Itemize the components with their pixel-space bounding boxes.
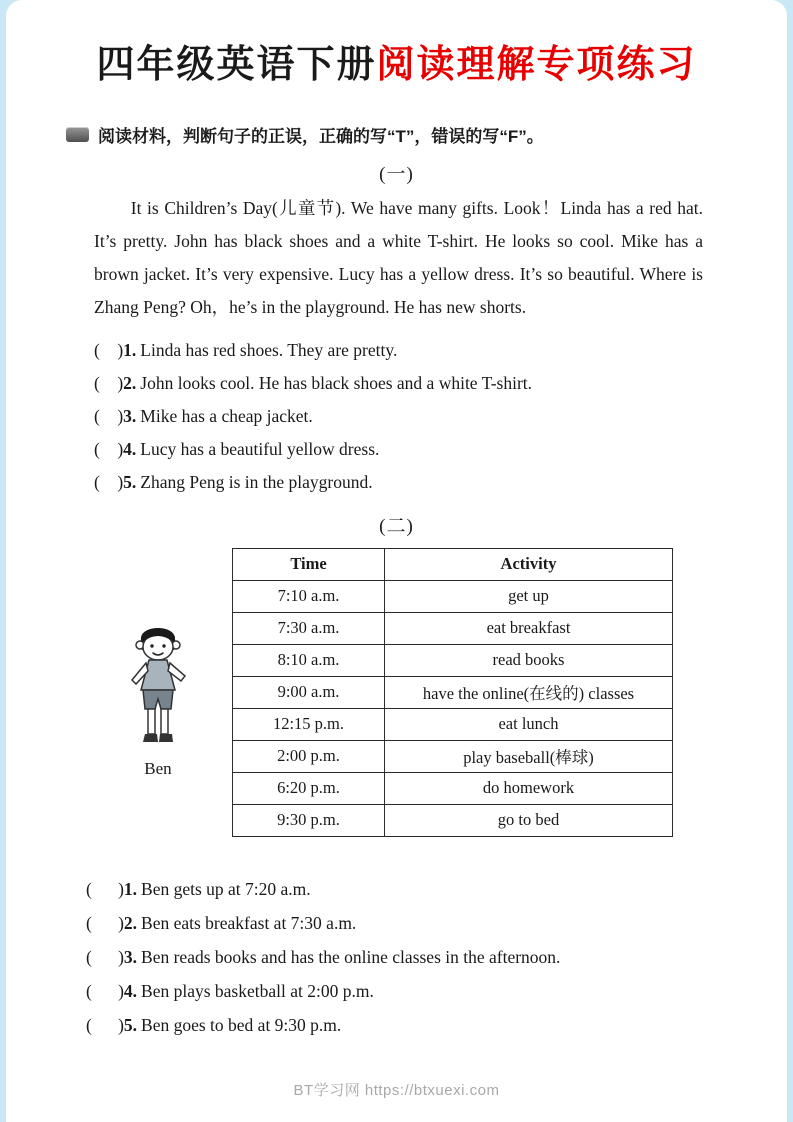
table-row <box>233 708 673 740</box>
part2-questions <box>86 872 787 1042</box>
activity-cell: play baseball(棒球) <box>385 740 673 772</box>
table-row <box>233 804 673 836</box>
schedule-section <box>6 548 787 856</box>
question-number: 4. <box>123 438 137 459</box>
table-row <box>233 772 673 804</box>
table-row <box>233 580 673 612</box>
part1-label: (一) <box>379 163 414 185</box>
table-row <box>233 740 673 772</box>
question-text: Mike has a cheap jacket. <box>140 405 313 426</box>
title-red-part: 阅读理解专项练习 <box>376 44 697 86</box>
question-row <box>86 872 787 906</box>
activity-cell: do homework <box>385 772 673 804</box>
question-row <box>94 466 787 499</box>
section-instruction <box>66 122 787 147</box>
time-cell: 8:10 a.m. <box>233 644 385 676</box>
time-cell: 6:20 p.m. <box>233 772 385 804</box>
column-header-activity: Activity <box>385 548 673 580</box>
answer-blank: ( ) <box>94 339 124 360</box>
question-number: 2. <box>123 912 138 933</box>
footer-text: BT学习网 https://btxuexi.com <box>293 1082 500 1099</box>
activity-cell: get up <box>385 580 673 612</box>
question-text: Zhang Peng is in the playground. <box>140 471 373 492</box>
question-number: 2. <box>123 372 137 393</box>
time-cell: 7:30 a.m. <box>233 612 385 644</box>
activity-cell: eat lunch <box>385 708 673 740</box>
answer-blank: ( ) <box>86 912 124 933</box>
answer-blank: ( ) <box>94 372 124 393</box>
answer-blank: ( ) <box>86 980 124 1001</box>
column-header-time: Time <box>233 548 385 580</box>
question-number: 1. <box>123 339 137 360</box>
activity-cell: eat breakfast <box>385 612 673 644</box>
activity-cell: have the online(在线的) classes <box>385 676 673 708</box>
activity-cell: go to bed <box>385 804 673 836</box>
question-row <box>94 334 787 367</box>
question-text: Ben plays basketball at 2:00 p.m. <box>141 980 374 1001</box>
answer-blank: ( ) <box>94 405 124 426</box>
question-number: 5. <box>123 1014 138 1035</box>
question-number: 4. <box>123 980 138 1001</box>
answer-blank: ( ) <box>94 471 124 492</box>
table-header-row <box>233 548 673 580</box>
time-cell: 12:15 p.m. <box>233 708 385 740</box>
question-text: Lucy has a beautiful yellow dress. <box>140 438 380 459</box>
question-row <box>86 1008 787 1042</box>
answer-blank: ( ) <box>86 878 124 899</box>
question-row <box>94 367 787 400</box>
table-row <box>233 676 673 708</box>
question-row <box>86 906 787 940</box>
question-row <box>94 433 787 466</box>
title-black-part: 四年级英语下册 <box>96 44 377 86</box>
worksheet-page <box>6 0 787 1122</box>
time-cell: 2:00 p.m. <box>233 740 385 772</box>
table-row <box>233 644 673 676</box>
question-text: Ben gets up at 7:20 a.m. <box>141 878 311 899</box>
footer-watermark <box>6 1079 787 1100</box>
part1-questions <box>94 334 787 499</box>
question-number: 1. <box>123 878 138 899</box>
question-row <box>86 974 787 1008</box>
ben-illustration <box>110 620 206 779</box>
answer-blank: ( ) <box>86 1014 124 1035</box>
section-bullet-icon <box>66 127 89 142</box>
time-cell: 9:00 a.m. <box>233 676 385 708</box>
question-text: John looks cool. He has black shoes and a white T-shirt. <box>140 372 533 393</box>
time-cell: 9:30 p.m. <box>233 804 385 836</box>
question-number: 3. <box>123 946 138 967</box>
schedule-table <box>232 548 673 837</box>
part2-label: (二) <box>379 515 414 537</box>
question-text: Ben reads books and has the online classes in the afternoon. <box>141 946 561 967</box>
character-name: Ben <box>144 758 172 778</box>
question-text: Linda has red shoes. They are pretty. <box>140 339 398 360</box>
question-text: Ben goes to bed at 9:30 p.m. <box>141 1014 342 1035</box>
question-row <box>86 940 787 974</box>
question-row <box>94 400 787 433</box>
answer-blank: ( ) <box>94 438 124 459</box>
activity-cell: read books <box>385 644 673 676</box>
question-number: 5. <box>123 471 137 492</box>
table-row <box>233 612 673 644</box>
time-cell: 7:10 a.m. <box>233 580 385 612</box>
reading-passage-1: It is Children’s Day(儿童节). We have many gifts. Look！Linda has a red hat. It’s pretty. John has black shoes and a white T-shirt. He looks so cool. Mike has a brown jacket. It’s very expensive. Lucy has a yellow dress. It’s so beautiful. Where is Zhang Peng? Oh，he’s in the playground. He has new shorts. <box>94 197 703 317</box>
answer-blank: ( ) <box>86 946 124 967</box>
question-number: 3. <box>123 405 137 426</box>
instruction-text: 阅读材料，判断句子的正误，正确的写“T”，错误的写“F”。 <box>98 126 544 146</box>
page-title <box>6 44 787 88</box>
question-text: Ben eats breakfast at 7:30 a.m. <box>141 912 357 933</box>
boy-cartoon-icon <box>119 620 197 752</box>
